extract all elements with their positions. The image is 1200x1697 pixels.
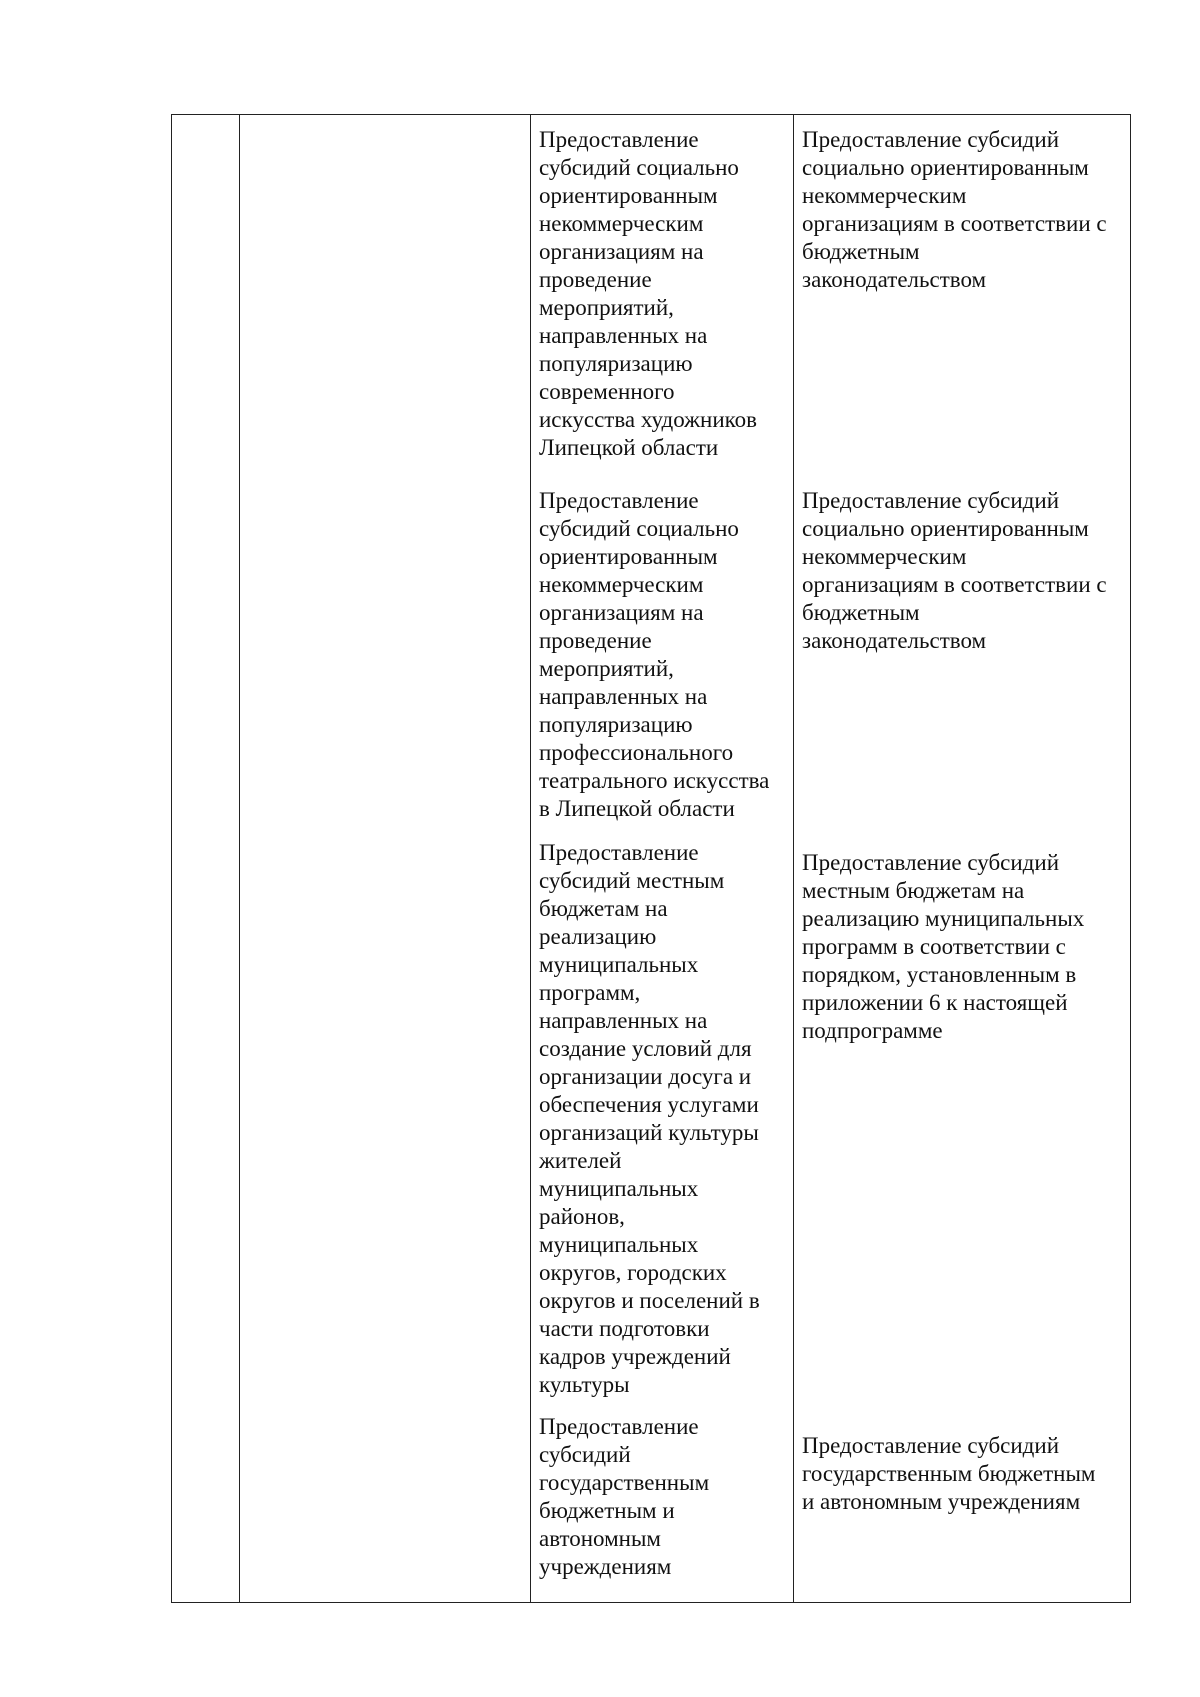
row3-mechanism-text: Предоставление субсидий местным бюджетам на реализацию муниципальных программ в соответствии с порядком, установленным в приложении 6 к настоящей подпрограмме	[802, 850, 1085, 1043]
table-border-col3-left	[530, 114, 531, 1603]
table-border-col4-left	[793, 114, 794, 1603]
table-border-col2-left	[239, 114, 240, 1603]
row4-mechanism-text: Предоставление субсидий государственным бюджетным и автономным учреждениям	[802, 1433, 1096, 1514]
row1-measure-text: Предоставление субсидий социально ориентированным некоммерческим организациям на проведение мероприятий, направленных на популяризацию современного искусства художников Липецкой области	[539, 127, 758, 460]
row3-measure-text: Предоставление субсидий местным бюджетам на реализацию муниципальных программ, направленных на создание условий для организации досуга и обеспечения услугами организаций культуры жителей муниципальных районов, муниципальных округов, городских округов и поселений в части подготовки кадров учреждений культуры	[539, 840, 760, 1397]
row2-mechanism-text: Предоставление субсидий социально ориентированным некоммерческим организациям в соответствии с бюджетным законодательством	[802, 488, 1107, 653]
table-top-border	[171, 114, 1131, 115]
row1-mechanism-text: Предоставление субсидий социально ориентированным некоммерческим организациям в соответствии с бюджетным законодательством	[802, 127, 1107, 292]
table-bottom-border	[171, 1602, 1131, 1603]
row4-measure-text: Предоставление субсидий государственным бюджетным и автономным учреждениям	[539, 1414, 710, 1579]
table-border-col1-left	[171, 114, 172, 1603]
row2-measure-text: Предоставление субсидий социально ориентированным некоммерческим организациям на проведение мероприятий, направленных на популяризацию профессионального театрального искусства в Липецкой области	[539, 488, 770, 821]
